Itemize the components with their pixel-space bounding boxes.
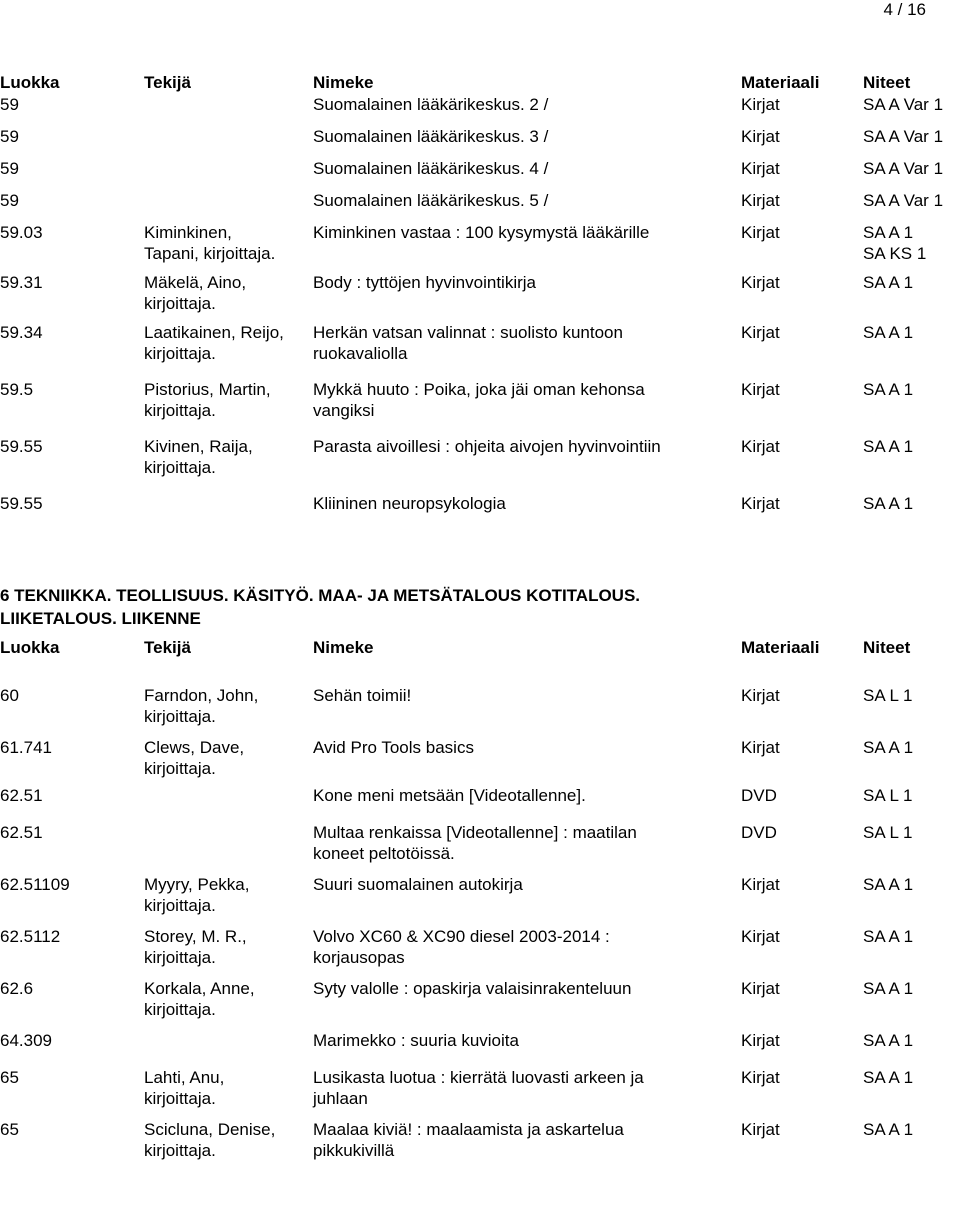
table-row <box>0 126 960 158</box>
table-row <box>0 379 960 436</box>
table-row <box>0 978 960 1030</box>
cell-luokka: 59.55 <box>0 494 43 513</box>
cell-niteet: SA A Var 1 <box>863 159 944 178</box>
cell-nimeke: Suomalainen lääkärikeskus. 3 / <box>313 127 549 146</box>
page-number: 4 / 16 <box>883 0 926 19</box>
cell-niteet: SA A 1 <box>863 1031 914 1050</box>
table-row <box>0 322 960 379</box>
cell-niteet: SA A 1 <box>863 437 914 456</box>
cell-tekija: Laatikainen, Reijo, kirjoittaja. <box>144 323 284 363</box>
cell-luokka: 59 <box>0 127 19 146</box>
col-header-tekija: Tekijä <box>144 638 191 657</box>
table-row <box>0 737 960 785</box>
table-row <box>0 785 960 822</box>
col-header-niteet: Niteet <box>863 73 911 92</box>
cell-tekija: Pistorius, Martin, kirjoittaja. <box>144 380 271 420</box>
cell-tekija: Storey, M. R., kirjoittaja. <box>144 927 247 967</box>
table-row <box>0 822 960 874</box>
cell-materiaali: Kirjat <box>741 223 780 242</box>
cell-niteet: SA A 1 <box>863 927 914 946</box>
cell-materiaali: Kirjat <box>741 95 780 114</box>
cell-niteet: SA A 1 <box>863 323 914 342</box>
cell-luokka: 62.5112 <box>0 927 61 946</box>
cell-niteet: SA A Var 1 <box>863 127 944 146</box>
cell-tekija: Myyry, Pekka, kirjoittaja. <box>144 875 250 915</box>
col-header-nimeke: Nimeke <box>313 638 374 657</box>
cell-niteet: SA A 1 <box>863 380 914 399</box>
cell-materiaali: DVD <box>741 823 777 842</box>
cell-luokka: 59.55 <box>0 437 43 456</box>
cell-luokka: 62.51 <box>0 823 43 842</box>
cell-tekija: Farndon, John, kirjoittaja. <box>144 686 259 726</box>
cell-materiaali: Kirjat <box>741 1068 780 1087</box>
cell-luokka: 62.6 <box>0 979 34 998</box>
cell-materiaali: Kirjat <box>741 738 780 757</box>
table-row <box>0 1067 960 1119</box>
cell-nimeke: Suomalainen lääkärikeskus. 4 / <box>313 159 549 178</box>
cell-nimeke: Suomalainen lääkärikeskus. 5 / <box>313 191 549 210</box>
cell-nimeke: Mykkä huuto : Poika, joka jäi oman kehonsa vangiksi <box>313 380 645 420</box>
cell-nimeke: Suomalainen lääkärikeskus. 2 / <box>313 95 549 114</box>
cell-nimeke: Kone meni metsään [Videotallenne]. <box>313 786 586 805</box>
cell-niteet: SA L 1 <box>863 686 913 705</box>
cell-niteet: SA L 1 <box>863 786 913 805</box>
cell-nimeke: Body : tyttöjen hyvinvointikirja <box>313 273 536 292</box>
cell-materiaali: Kirjat <box>741 159 780 178</box>
col-header-luokka: Luokka <box>0 73 60 92</box>
cell-nimeke: Herkän vatsan valinnat : suolisto kuntoon ruokavaliolla <box>313 323 623 363</box>
table-header <box>0 72 960 94</box>
table-row <box>0 272 960 322</box>
table-row <box>0 94 960 126</box>
cell-luokka: 60 <box>0 686 19 705</box>
cell-nimeke: Volvo XC60 & XC90 diesel 2003-2014 : korjausopas <box>313 927 610 967</box>
cell-luokka: 62.51 <box>0 786 43 805</box>
cell-tekija: Mäkelä, Aino, kirjoittaja. <box>144 273 247 313</box>
section-title-line2: LIIKETALOUS. LIIKENNE <box>0 609 201 628</box>
cell-tekija: Kivinen, Raija, kirjoittaja. <box>144 437 253 477</box>
table-header <box>0 637 960 685</box>
cell-materiaali: Kirjat <box>741 191 780 210</box>
cell-nimeke: Sehän toimii! <box>313 686 412 705</box>
cell-luokka: 59 <box>0 191 19 210</box>
cell-materiaali: Kirjat <box>741 927 780 946</box>
cell-materiaali: Kirjat <box>741 380 780 399</box>
cell-luokka: 64.309 <box>0 1031 52 1050</box>
cell-materiaali: DVD <box>741 786 777 805</box>
cell-tekija: Kiminkinen, Tapani, kirjoittaja. <box>144 223 276 263</box>
table-row <box>0 685 960 737</box>
col-header-luokka: Luokka <box>0 638 60 657</box>
table-row <box>0 222 960 272</box>
col-header-nimeke: Nimeke <box>313 73 374 92</box>
section-1-rows <box>0 94 960 533</box>
cell-nimeke: Avid Pro Tools basics <box>313 738 474 757</box>
col-header-materiaali: Materiaali <box>741 73 820 92</box>
cell-niteet: SA A Var 1 <box>863 191 944 210</box>
cell-niteet: SA A 1 <box>863 875 914 894</box>
cell-nimeke: Lusikasta luotua : kierrätä luovasti arkeen ja juhlaan <box>313 1068 644 1108</box>
cell-nimeke: Multaa renkaissa [Videotallenne] : maatilan koneet peltotöissä. <box>313 823 637 863</box>
cell-materiaali: Kirjat <box>741 686 780 705</box>
section-1-table <box>0 72 960 533</box>
cell-nimeke: Parasta aivoillesi : ohjeita aivojen hyvinvointiin <box>313 437 661 456</box>
cell-tekija: Clews, Dave, kirjoittaja. <box>144 738 245 778</box>
cell-niteet: SA A 1 <box>863 1068 914 1087</box>
cell-niteet: SA A 1 <box>863 979 914 998</box>
cell-materiaali: Kirjat <box>741 1120 780 1139</box>
cell-niteet: SA A 1 <box>863 273 914 292</box>
cell-luokka: 59.34 <box>0 323 43 342</box>
cell-nimeke: Syty valolle : opaskirja valaisinrakenteluun <box>313 979 632 998</box>
cell-tekija: Korkala, Anne, kirjoittaja. <box>144 979 255 1019</box>
cell-niteet: SA A 1 SA KS 1 <box>863 223 927 263</box>
cell-nimeke: Maalaa kiviä! : maalaamista ja askartelua pikkukivillä <box>313 1120 624 1160</box>
col-header-materiaali: Materiaali <box>741 638 820 657</box>
table-row <box>0 874 960 926</box>
cell-niteet: SA A Var 1 <box>863 95 944 114</box>
cell-luokka: 65 <box>0 1068 19 1087</box>
cell-luokka: 62.51109 <box>0 875 70 894</box>
cell-materiaali: Kirjat <box>741 323 780 342</box>
cell-materiaali: Kirjat <box>741 127 780 146</box>
cell-luokka: 59.5 <box>0 380 34 399</box>
cell-materiaali: Kirjat <box>741 875 780 894</box>
cell-materiaali: Kirjat <box>741 437 780 456</box>
cell-nimeke: Kiminkinen vastaa : 100 kysymystä lääkärille <box>313 223 650 242</box>
cell-materiaali: Kirjat <box>741 1031 780 1050</box>
table-row <box>0 158 960 190</box>
cell-luokka: 65 <box>0 1120 19 1139</box>
table-row <box>0 926 960 978</box>
table-row <box>0 190 960 222</box>
cell-materiaali: Kirjat <box>741 979 780 998</box>
cell-materiaali: Kirjat <box>741 494 780 513</box>
section-title-line1: 6 TEKNIIKKA. TEOLLISUUS. KÄSITYÖ. MAA- JA METSÄTALOUS KOTITALOUS. <box>0 586 641 605</box>
cell-luokka: 59 <box>0 95 19 114</box>
cell-nimeke: Marimekko : suuria kuvioita <box>313 1031 519 1050</box>
cell-tekija: Scicluna, Denise, kirjoittaja. <box>144 1120 276 1160</box>
cell-materiaali: Kirjat <box>741 273 780 292</box>
section-2-rows <box>0 685 960 1171</box>
cell-niteet: SA A 1 <box>863 494 914 513</box>
cell-nimeke: Kliininen neuropsykologia <box>313 494 506 513</box>
col-header-tekija: Tekijä <box>144 73 191 92</box>
table-row <box>0 436 960 493</box>
table-row <box>0 493 960 533</box>
cell-niteet: SA L 1 <box>863 823 913 842</box>
cell-luokka: 61.741 <box>0 738 52 757</box>
col-header-niteet: Niteet <box>863 638 911 657</box>
cell-niteet: SA A 1 <box>863 1120 914 1139</box>
table-row <box>0 1030 960 1067</box>
table-row <box>0 1119 960 1171</box>
cell-niteet: SA A 1 <box>863 738 914 757</box>
cell-tekija: Lahti, Anu, kirjoittaja. <box>144 1068 225 1108</box>
cell-luokka: 59.03 <box>0 223 43 242</box>
cell-nimeke: Suuri suomalainen autokirja <box>313 875 523 894</box>
cell-luokka: 59.31 <box>0 273 43 292</box>
cell-luokka: 59 <box>0 159 19 178</box>
section-2-table <box>0 637 960 1171</box>
